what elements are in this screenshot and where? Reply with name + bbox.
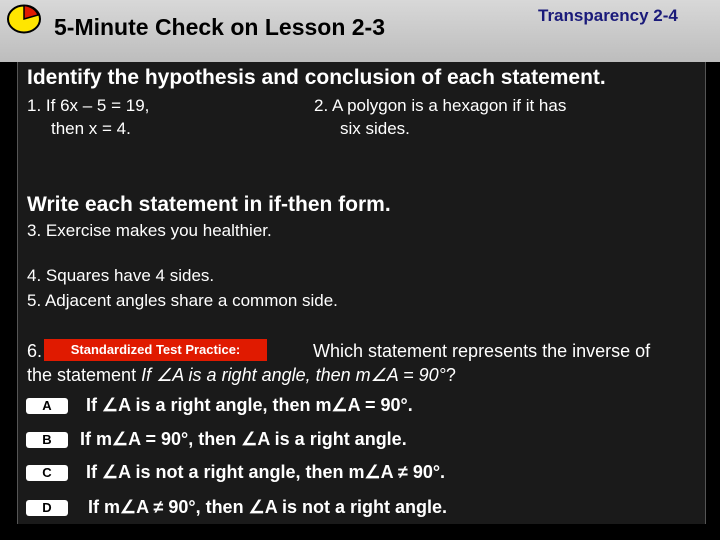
question-6-prompt: Which statement represents the inverse of [313,341,651,361]
option-d-button[interactable]: D [26,500,68,516]
question-1-line1: 1. If 6x – 5 = 19, [27,96,150,115]
option-b-text[interactable]: If m∠A = 90°, then ∠A is a right angle. [80,429,407,449]
option-c-text[interactable]: If ∠A is not a right angle, then m∠A ≠ 90°. [86,462,446,482]
question-6-prompt-line2 [27,365,456,386]
question-4: 4. Squares have 4 sides. [27,266,215,285]
standardized-test-badge: Standardized Test Practice: [44,339,267,361]
transparency-label: Transparency 2-4 [538,6,678,25]
prompt-statement: If ∠A is a right angle, then m∠A = 90° [141,365,446,385]
prompt-end: ? [445,365,456,385]
pie-clock-icon [6,4,42,34]
prompt-plain: the statement [27,365,142,385]
section2-heading: Write each statement in if-then form. [27,193,391,216]
question-2-line1: 2. A polygon is a hexagon if it has [314,96,567,115]
question-1-line2: then x = 4. [51,119,131,138]
page-title: 5-Minute Check on Lesson 2-3 [54,14,386,40]
option-b-button[interactable]: B [26,432,68,448]
section1-heading: Identify the hypothesis and conclusion of each statement. [27,66,606,89]
question-5: 5. Adjacent angles share a common side. [27,291,338,310]
question-6-number: 6. [27,341,43,361]
option-a-text[interactable]: If ∠A is a right angle, then m∠A = 90°. [86,395,413,415]
option-c-button[interactable]: C [26,465,68,481]
question-3: 3. Exercise makes you healthier. [27,221,272,240]
option-d-text[interactable]: If m∠A ≠ 90°, then ∠A is not a right angle. [88,497,448,517]
header-bar [0,0,720,62]
question-2-line2: six sides. [340,119,410,138]
option-a-button[interactable]: A [26,398,68,414]
